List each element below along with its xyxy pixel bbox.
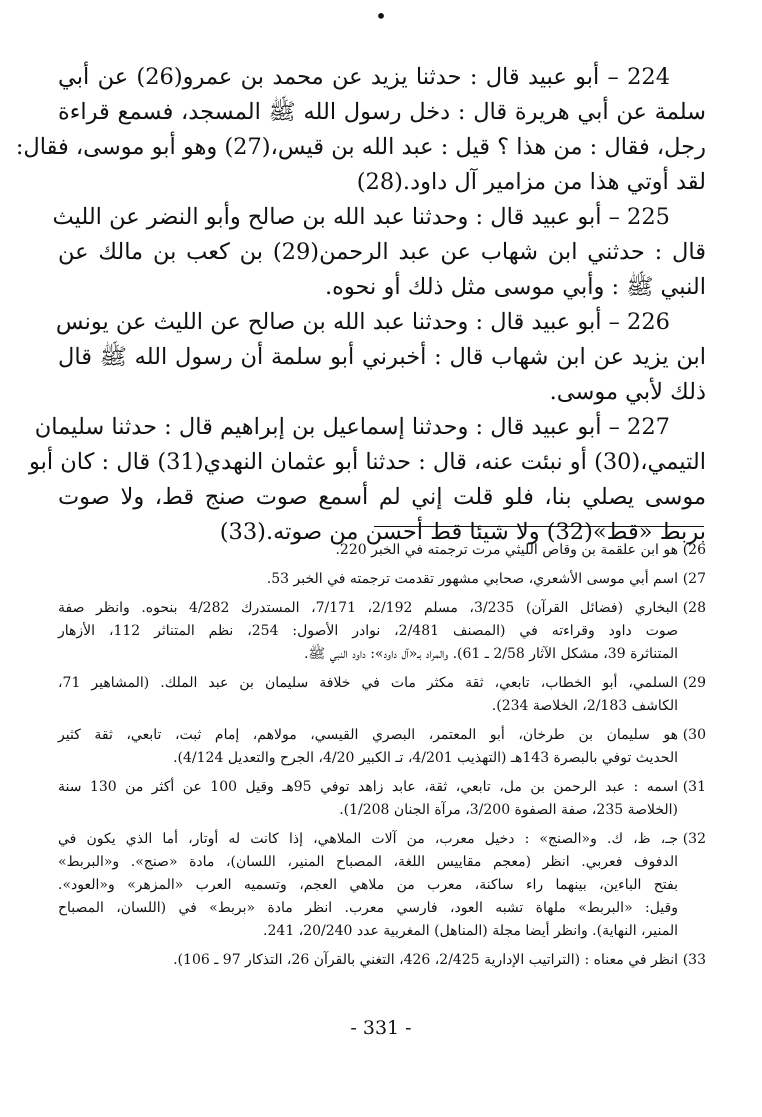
footnote-line: الدفوف فعربي. انظر (معجم مقاييس اللغة، المصباح المنير، اللسان)، مادة «صنج». و«البربط»	[58, 854, 678, 870]
footnote-line: صوت داود وقراءته في (المصنف 2/481، نوادر الأصول: 254، نظم المتناثر 112، الأزهار	[58, 623, 679, 639]
text-line: 225 – أبو عبيد قال : وحدثنا عبد الله بن صالح وأبو النضر عن الليث	[52, 204, 670, 230]
footnote-29	[58, 672, 706, 718]
text-line: 227 – أبو عبيد قال : وحدثنا إسماعيل بن إبراهيم قال : حدثنا سليمان	[34, 414, 670, 440]
hadith-227	[28, 410, 706, 550]
hadith-225	[52, 200, 706, 305]
text-line: 224 – أبو عبيد قال : حدثنا يزيد عن محمد بن عمرو(26) عن أبي	[58, 64, 671, 90]
page-number: - 331 -	[350, 1017, 412, 1039]
text-line: التيمي،(30) أو نبئت عنه، قال : حدثنا أبو عثمان النهدي(31) قال : كان أبو	[28, 449, 706, 475]
footnote-26	[58, 539, 706, 562]
footnote-number: 28)	[682, 600, 706, 616]
footnote-line: المتناثرة 39، مشكل الآثار 2/58 ـ 61). والمراد بـ«آل داود»: داود النبي ﷺ.	[303, 646, 678, 662]
footnote-line: الحديث توفي بالبصرة 143هـ (التهذيب 4/201، تـ الكبير 4/20، الجرح والتعديل 4/124).	[173, 750, 678, 766]
footnote-number: 29)	[682, 675, 706, 691]
text-line: قال : حدثني ابن شهاب عن عبد الرحمن(29) بن كعب بن مالك عن	[58, 239, 706, 265]
footnote-number: 33)	[682, 952, 706, 968]
footnote-line: البخاري (فضائل القرآن) 3/235، مسلم 2/192، 7/171، المستدرك 4/282 بنحوه. وانظر صفة	[58, 600, 678, 616]
footnote-line: هو سليمان بن طرخان، أبو المعتمر، البصري القيسي، مولاهم، إمام ثبت، تابعي، ثقة كثير	[58, 727, 678, 743]
footnote-27	[58, 568, 706, 591]
footnote-33	[58, 949, 706, 972]
footnote-number: 32)	[682, 831, 706, 847]
footnote-31	[58, 776, 706, 822]
footnote-divider	[374, 526, 704, 527]
footnote-line: المنير، النهاية). وانظر أيضا مجلة (المناهل) المغربية عدد 20/240، 241.	[263, 923, 678, 939]
footnote-number: 30)	[682, 727, 706, 743]
footnote-line: هو ابن علقمة بن وقاص الليثي مرت ترجمته في الخبر 220.	[335, 542, 678, 558]
text-line: ذلك لأبي موسى.	[549, 379, 706, 405]
text-line: 226 – أبو عبيد قال : وحدثنا عبد الله بن صالح عن الليث عن يونس	[55, 309, 670, 335]
footnote-line: اسم أبي موسى الأشعري، صحابي مشهور تقدمت ترجمته في الخبر 53.	[266, 571, 678, 587]
footnote-number: 31)	[682, 779, 706, 795]
text-line: سلمة عن أبي هريرة قال : دخل رسول الله ﷺ المسجد، فسمع قراءة	[58, 99, 706, 125]
hadith-224	[15, 60, 706, 200]
footnote-line: اسمه : عبد الرحمن بن مل، تابعي، ثقة، عابد زاهد توفي 95هـ وقيل 100 عن أكثر من 130 سنة	[58, 779, 678, 795]
footnote-line: جـ، ظ، ك. و«الصنج» : دخيل معرب، من آلات الملاهي، إذا كانت له أوتار، أما الذي يكون في	[58, 831, 678, 847]
footnote-number: 26)	[682, 542, 706, 558]
hadith-226	[55, 305, 706, 410]
footnote-28	[58, 597, 706, 666]
footnote-line: انظر في معناه : (التراتيب الإدارية 2/425، 426، التغني بالقرآن 26، التذكار 97 ـ 106).	[173, 952, 678, 968]
footnote-number: 27)	[682, 571, 706, 587]
footnote-line: بفتح الباءين، بينهما راء ساكنة، معرب من ملاهي العجم، وتسميه العرب «المزهر» و«العود».	[58, 877, 678, 893]
text-line: لقد أوتي هذا من مزامير آل داود.(28)	[356, 169, 706, 195]
footnote-line: وقيل: «البربط» ملهاة تشبه العود، فارسي معرب. انظر مادة «بربط» في (اللسان، المصباح	[58, 900, 678, 916]
text-line: موسى يصلي بنا، فلو قلت إني لم أسمع صوت صنج قط، ولا صوت	[58, 484, 706, 510]
top-mark: •	[375, 4, 387, 28]
footnotes	[58, 539, 706, 978]
footnote-32	[58, 828, 706, 943]
text-line: النبي ﷺ : وأبي موسى مثل ذلك أو نحوه.	[324, 274, 706, 300]
text-line: ابن يزيد عن ابن شهاب قال : أخبرني أبو سلمة أن رسول الله ﷺ قال	[58, 344, 706, 370]
text-line: بربط «قط»(32) ولا شيئا قط أحسن من صوته.(33)	[219, 519, 706, 545]
text-line: رجل، فقال : من هذا ؟ قيل : عبد الله بن قيس،(27) وهو أبو موسى، فقال:	[15, 134, 706, 160]
main-text	[15, 60, 706, 550]
footnote-30	[58, 724, 706, 770]
footnote-line: (الخلاصة 235، صفة الصفوة 3/200، مرآة الجنان 1/208).	[339, 802, 678, 818]
footnote-line: الكاشف 2/183، الخلاصة 234).	[491, 698, 678, 714]
footnote-line: السلمي، أبو الخطاب، تابعي، ثقة مكثر مات في خلافة سليمان بن عبد الملك. (المشاهير 71،	[58, 675, 678, 691]
